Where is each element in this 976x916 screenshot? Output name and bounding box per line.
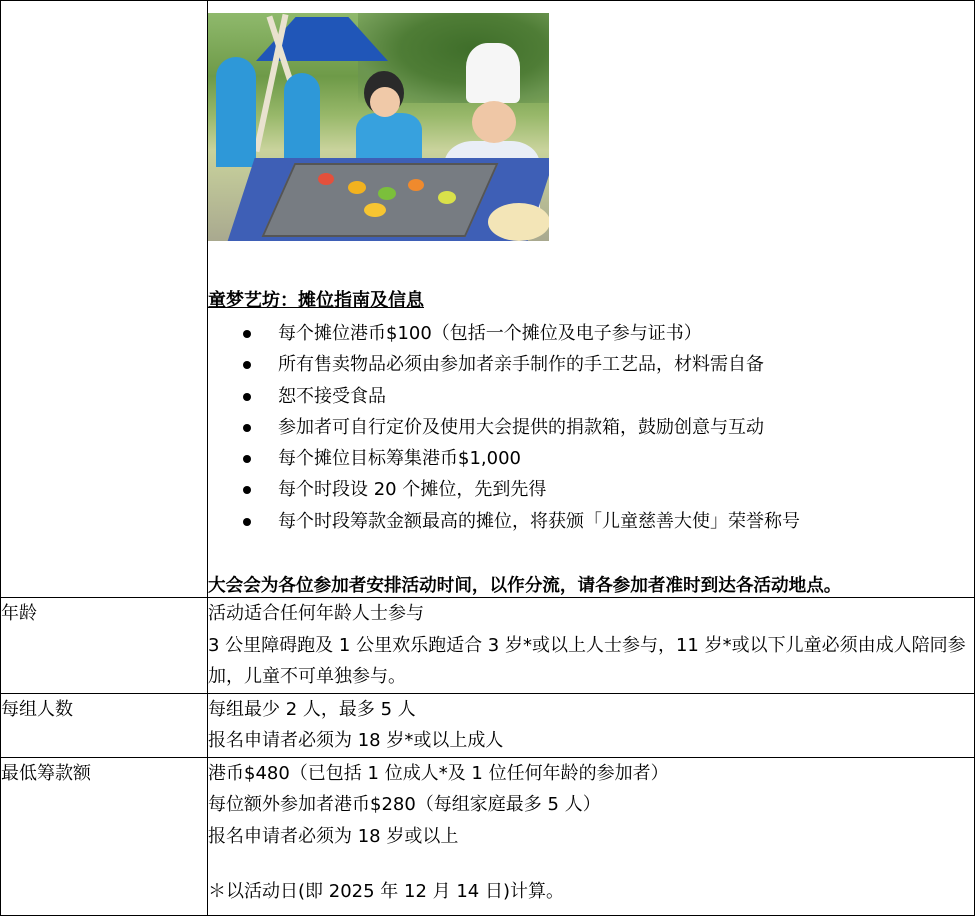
- stall-guide-heading: 童梦艺坊：摊位指南及信息: [208, 290, 424, 311]
- stall-content-cell: [208, 1, 975, 598]
- list-item: 每个摊位港币$100（包括一个摊位及电子参与证书）: [208, 318, 974, 349]
- empty-label-cell: [1, 1, 208, 598]
- footnote: ＊以活动日(即 2025 年 12 月 14 日)计算。: [208, 881, 564, 903]
- children-bbq-photo: [208, 13, 549, 241]
- bullet-icon: [243, 424, 251, 432]
- bullet-icon: [243, 455, 251, 463]
- bullet-icon: [243, 361, 251, 369]
- age-content: 活动适合任何年龄人士参与 3 公里障碍跑及 1 公里欢乐跑适合 3 岁*或以上人士参与，11 岁*或以下儿童必须由成人陪同参加，儿童不可单独参与。: [208, 598, 975, 694]
- chef-hat: [466, 43, 520, 103]
- min-fundraising-content: 港币$480（已包括 1 位成人*及 1 位任何年龄的参加者） 每位额外参加者港币$280（每组家庭最多 5 人） 报名申请者必须为 18 岁或以上 ＊以活动日(即 2025 年 12 月 14 日)计算。: [208, 757, 975, 915]
- list-item: 所有售卖物品必须由参加者亲手制作的手工艺品，材料需自备: [208, 349, 974, 380]
- min-fundraising-label: 最低筹款额: [1, 757, 208, 915]
- bullet-icon: [243, 393, 251, 401]
- stall-rules-list: [208, 318, 974, 537]
- bullet-icon: [243, 330, 251, 338]
- group-size-row: [1, 693, 975, 757]
- bullet-icon: [243, 518, 251, 526]
- bullet-icon: [243, 486, 251, 494]
- list-item: 恕不接受食品: [208, 381, 974, 412]
- schedule-note: 大会会为各位参加者安排活动时间，以作分流，请各参加者准时到达各活动地点。: [208, 576, 842, 597]
- min-fundraising-row: [1, 757, 975, 915]
- list-item: 每个时段筹款金额最高的摊位，将获颁「儿童慈善大使」荣誉称号: [208, 506, 974, 537]
- age-row: [1, 598, 975, 694]
- stall-row: [1, 1, 975, 598]
- list-item: 每个时段设 20 个摊位，先到先得: [208, 474, 974, 505]
- list-item: 每个摊位目标筹集港币$1,000: [208, 443, 974, 474]
- list-item: 参加者可自行定价及使用大会提供的捐款箱，鼓励创意与互动: [208, 412, 974, 443]
- group-size-content: 每组最少 2 人，最多 5 人 报名申请者必须为 18 岁*或以上成人: [208, 693, 975, 757]
- age-label: 年龄: [1, 598, 208, 694]
- group-size-label: 每组人数: [1, 693, 208, 757]
- grill: [262, 163, 499, 237]
